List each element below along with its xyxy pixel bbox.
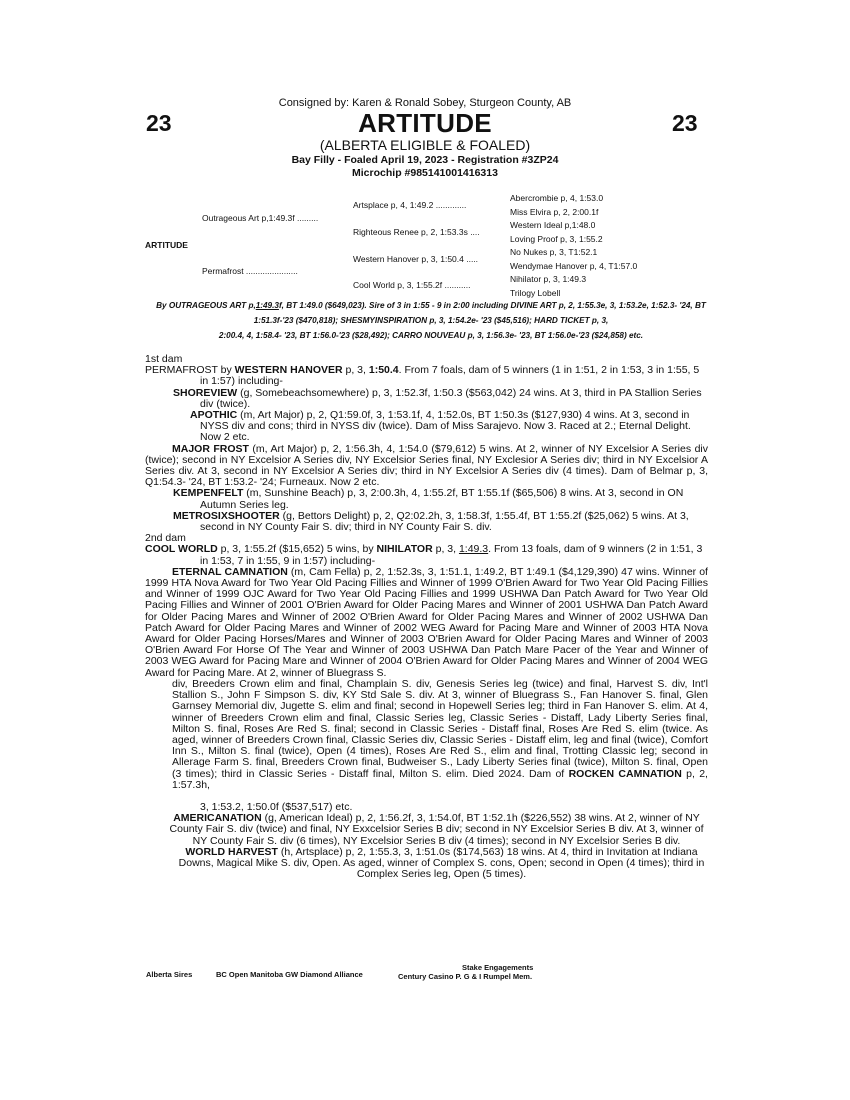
footer-sires-label: Alberta Sires: [146, 970, 193, 979]
pedigree-ssd: Miss Elvira p, 2, 2:00.1f: [510, 207, 599, 217]
footer-stakes-list: Century Casino P. G & I Rumpel Mem.: [398, 972, 533, 981]
pedigree-sire-dam: Righteous Renee p, 2, 1:53.3s ....: [353, 227, 480, 237]
pedigree-sss: Abercrombie p, 4, 1:53.0: [510, 193, 604, 203]
eligibility-line: (ALBERTA ELIGIBLE & FOALED): [319, 137, 531, 153]
produce-eternal-camnation: ETERNAL CAMNATION (m, Cam Fella) p, 2, 1:52.3s, 3, 1:51.1, 1:49.2, BT 1:49.1 ($4,129,390) 47 wins. Winner of 1999 HTA Nova Award for Two Year Old Pacing Fillies and Winner of 1999 O'Brien Award for Two Year Old Pacing Fillies and Winner of 1999 OJC Award for Two Year Old Pacing Fillies and 1999 USHWA Dan Patch Award for Two Year Old Pacing Fillies and Winner of 2001 O'Brien Award for Older Pacing Mares and Winner of 2001 USHWA Dan Patch Award for Older Pacing Mares and Winner of 2002 O'Brien Award for Older Pacing Mares and Winner of 2002 USHWA Dan Patch Award for Older Pacing Mares and Winner of 2002 WEG Award for Pacing Mare and Winner of 2003 HTA Nova Award for Older Pacing Horses/Mares and Winner of 2003 O'Brien Award for Older Pacing Mares and Winner of 2003 O'Brien Award For Horse Of The Year and Winner of 2003 USHWA Dan Patch Mare Pacer of the Year and Winner of 2003 WEG Award for Pacing Mare and Winner of 2004 O'Brien Award for Older Pacing Mares and Winner of 2004 WEG Award for Pacing Mare. At 2, winner of Bluegrass S.: [145, 565, 708, 679]
footer-stakes-label: Stake Engagements: [462, 963, 534, 972]
horse-name: ARTITUDE: [358, 108, 492, 138]
microchip-line: Microchip #985141001416313: [352, 167, 498, 179]
hip-number-right: 23: [672, 110, 698, 136]
sire-summary-text: By OUTRAGEOUS ART p,: [156, 301, 256, 310]
hip-number-left: 23: [146, 110, 172, 136]
pedigree-sire: Outrageous Art p,1:49.3f .........: [202, 213, 319, 223]
sire-summary-text-3: 2:00.4, 4, 1:58.4- '23, BT 1:56.0-'23 ($28,492); CARRO NOUVEAU p, 3, 1:56.3e- '23, BT 1:56.0e-'23 ($24,858) etc.: [218, 331, 644, 340]
pedigree-dam-dam: Cool World p, 3, 1:55.2f ...........: [353, 280, 471, 290]
footer-sires-list: BC Open Manitoba GW Diamond Alliance: [216, 970, 363, 979]
produce-major-frost: MAJOR FROST (m, Art Major) p, 2, 1:56.3h, 4, 1:54.0 ($79,612) 5 wins. At 2, winner of NY Excelsior A Series div (twice); second in NY Excelsior A Series div, NY Excelsior Series final, NY Exclesior A Series div; third in NY Excelsior A Series div. At 3, second in NY Excelsior A Series div; third in NY Excelsior A Series div (4 times). Dam of Belmar p, 3, Q1:54.3- '24, BT 1:53.2- '24; Furneaux. Now 2 etc.: [145, 442, 708, 489]
produce-shoreview: SHOREVIEW (g, Somebeachsomewhere) p, 3, 1:52.3f, 1:50.3 ($563,042) 24 wins. At 3, third in PA Stallion Series div (twice).: [173, 386, 702, 410]
produce-metrosixshooter: METROSIXSHOOTER (g, Bettors Delight) p, 2, Q2:02.2h, 3, 1:58.3f, 1:55.4f, BT 1:55.2f ($25,062) 5 wins. At 3, second in NY County Fair S. div; third in NY County Fair S. div.: [173, 509, 689, 534]
second-dam-heading: 2nd dam: [145, 532, 186, 545]
pedigree-sdd: Loving Proof p, 3, 1:55.2: [510, 234, 603, 244]
produce-eternal-camnation-2: div, Breeders Crown elim and final, Champlain S. div, Genesis Series leg (twice) and final, Harvest S. div, Int'l Stallion S., John F Simpson S. div, KY Std Sale S. div. At 3, winner of Bluegrass S., Fan Hanover S. final, Glen Garnsey Memorial div, Jugette S. elim and final; second in Hopewell Series leg; third in Fan Hanover S. elim. At 4, winner of Breeders Crown elim and final, Classic Series leg, Classic Series - Distaff, Lady Liberty Series final, Milton S. final, Roses Are Red S. final; second in Classic Series - Distaff final, Roses Are Red S. elim (twice. As aged, winner of Breeders Crown final, Classic Series div, Classic Series - Distaff elim, leg and final (twice), Comfort Inn S., Milton S. final (twice), Open (4 times), Roses Are Red S., elim and final, Trotting Classic leg; second in Allerage Farm S. final, Breeders Crown final, Budweiser S., Lady Liberty Series final (twice), Milton S. final, Open (3 times); third in Classic Series - Distaff final, Milton S. elim. Died 2024. Dam of ROCKEN CAMNATION p, 2, 1:57.3h,: [172, 677, 708, 791]
pedigree-ddd: Trilogy Lobell: [510, 288, 561, 298]
consignor-line: Consigned by: Karen & Ronald Sobey, Sturgeon County, AB: [278, 97, 572, 109]
sire-summary-text-2: f, BT 1:49.0 ($649,023). Sire of 3 in 1:55 - 9 in 2:00 including DIVINE ART p, 2, 1:55.3e, 3, 1:53.2e, 1:52.3- '24, BT 1:51.3f-'23 ($470,818); SHESMYINSPIRATION p, 3, 1:54.2e- '23 ($45,516); HARD TICKET p, 3,: [253, 301, 706, 325]
pedigree-dsd: Wendymae Hanover p, 4, T1:57.0: [510, 261, 638, 271]
produce-record: [145, 354, 708, 880]
first-dam-line: PERMAFROST by WESTERN HANOVER p, 3, 1:50.4. From 7 foals, dam of 5 winners (1 in 1:51, 2 in 1:53, 3 in 1:55, 5 in 1:57) including-: [145, 364, 700, 388]
sire-summary-time: 1:49.3: [255, 301, 279, 310]
produce-americanation: AMERICANATION (g, American Ideal) p, 2, 1:56.2f, 3, 1:54.0f, BT 1:52.1h ($226,552) 38 wins. At 2, winner of NY County Fair S. div (twice) and final, NY Exxcelsior Series B div; second in NY Excelsior Series B div. At 3, winner of NY County Fair S. div (6 times), NY Excelsior Series B div (4 times); second in NY Excelsior Series B div.: [169, 812, 704, 847]
description-line: Bay Filly - Foaled April 19, 2023 - Registration #3ZP24: [291, 154, 559, 166]
pedigree-subject: ARTITUDE: [145, 240, 188, 250]
pedigree-dam: Permafrost ......................: [202, 266, 298, 276]
pedigree-sds: Western Ideal p,1:48.0: [510, 220, 596, 230]
produce-kempenfelt: KEMPENFELT (m, Sunshine Beach) p, 3, 2:00.3h, 4, 1:55.2f, BT 1:55.1f ($65,506) 8 wins. At 3, second in ON Autumn Series leg.: [173, 487, 684, 511]
produce-apothic: APOTHIC (m, Art Major) p, 2, Q1:59.0f, 3, 1:53.1f, 4, 1:52.0s, BT 1:50.3s ($127,930) 4 wins. At 3, second in NYSS div and cons; third in NYSS div (twice). Dam of Miss Sarajevo. Now 3. Raced at 2.; Eternal Delight. Now 2 etc.: [190, 409, 691, 444]
produce-world-harvest: WORLD HARVEST (h, Artsplace) p, 2, 1:55.3, 3, 1:51.0s ($174,563) 18 wins. At 4, third in Invitation at Indiana Downs, Magical Mike S. div, Open. As aged, winner of Complex S. cons, Open; second in Open (4 times); third in Complex Series leg, Open (5 times).: [178, 845, 705, 881]
first-dam-heading: 1st dam: [145, 353, 183, 365]
second-dam-line: COOL WORLD p, 3, 1:55.2f ($15,652) 5 wins, by NIHILATOR p, 3, 1:49.3. From 13 foals, dam of 9 winners (2 in 1:51, 3 in 1:53, 7 in 1:55, 9 in 1:57) including-: [145, 543, 703, 567]
pedigree-dds: Nihilator p, 3, 1:49.3: [510, 274, 587, 284]
pedigree-dss: No Nukes p, 3, T1:52.1: [510, 247, 598, 257]
pedigree-sire-sire: Artsplace p, 4, 1:49.2 .............: [353, 200, 467, 210]
sire-summary: [146, 298, 716, 343]
pedigree-dam-sire: Western Hanover p, 3, 1:50.4 .....: [353, 254, 479, 264]
produce-rocken-line: 3, 1:53.2, 1:50.0f ($537,517) etc.: [200, 800, 353, 813]
